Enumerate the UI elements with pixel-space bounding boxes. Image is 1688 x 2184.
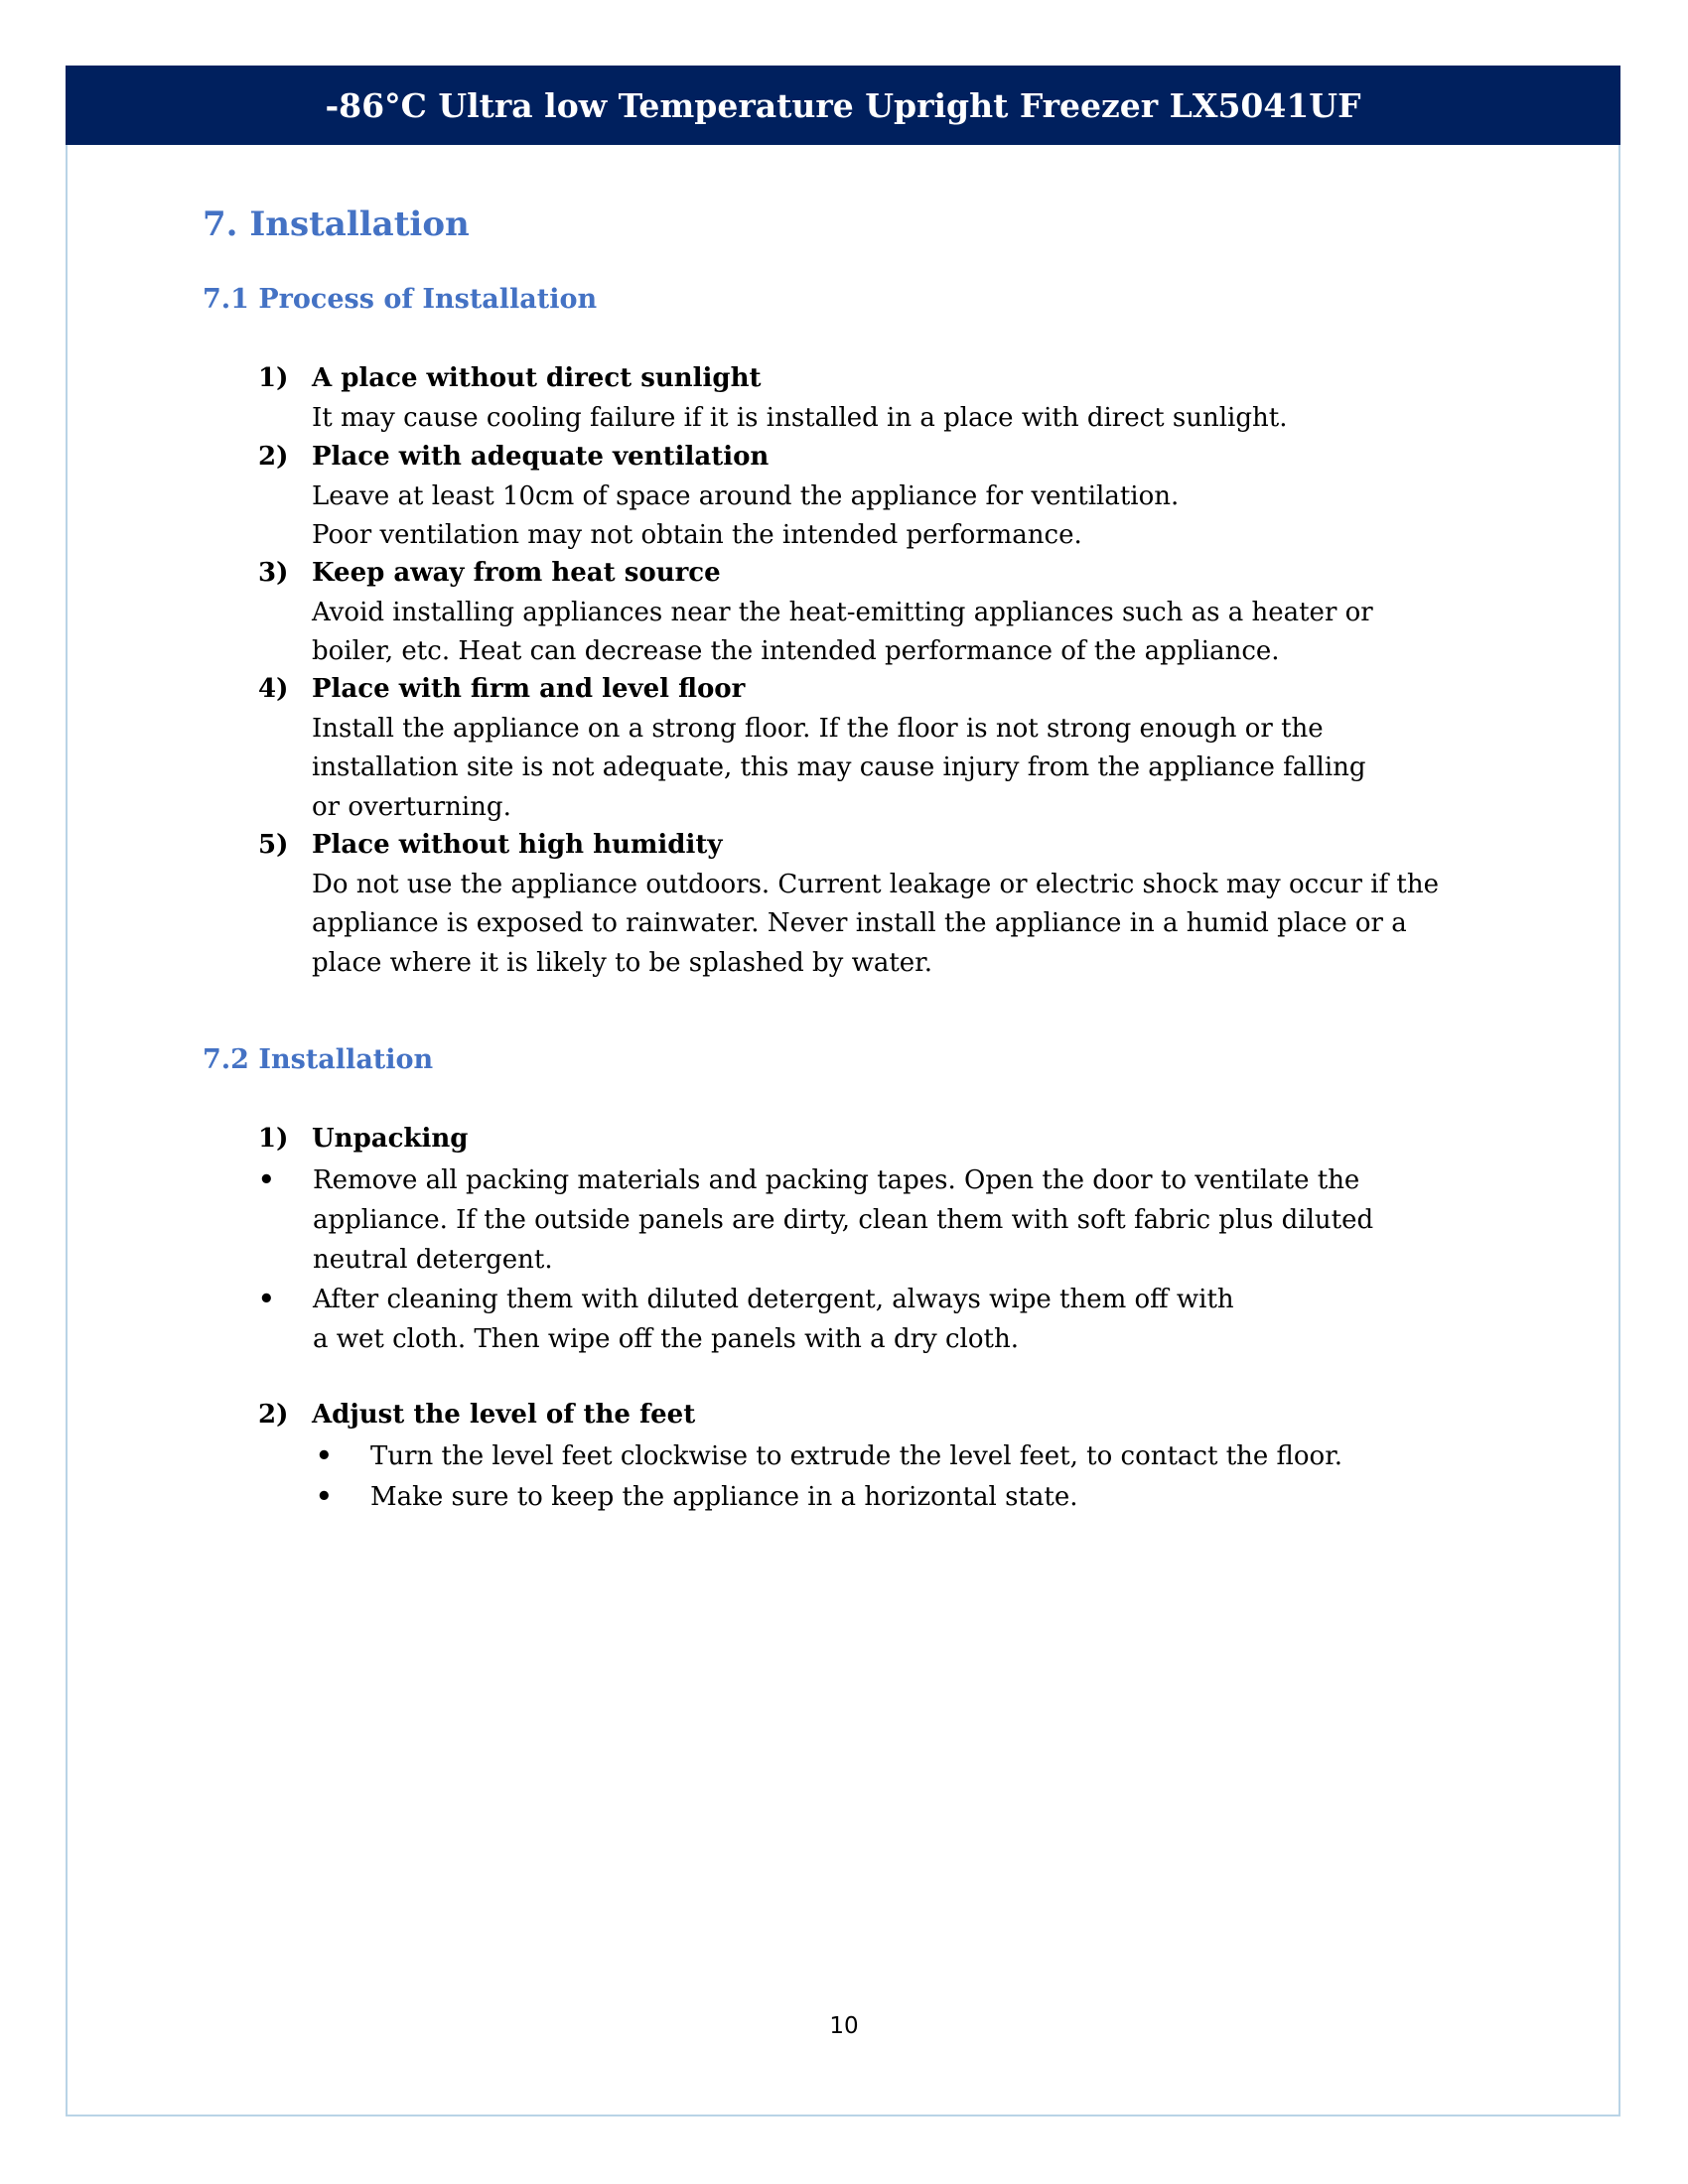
bullet-icon: • xyxy=(316,1441,333,1471)
bullet-icon: • xyxy=(316,1482,333,1512)
process-item xyxy=(258,438,1499,556)
bullet-text: Remove all packing materials and packing tapes. Open the door to ventilate the appliance. If the outside panels are dirty, clean them with soft fabric plus diluted neutral detergent. xyxy=(313,1165,1374,1275)
item-heading: Keep away from heat source xyxy=(312,558,721,588)
item-heading: Unpacking xyxy=(312,1124,469,1154)
subsection-title-process: 7.1 Process of Installation xyxy=(203,284,598,315)
document-title: -86°C Ultra low Temperature Upright Freezer LX5041UF xyxy=(325,85,1361,125)
item-number: 5) xyxy=(258,830,289,860)
bullet-text: After cleaning them with diluted detergent, always wipe them off with a wet cloth. Then wipe off the panels with a dry cloth. xyxy=(313,1285,1234,1354)
bullet-icon: • xyxy=(258,1165,275,1195)
item-text: Install the appliance on a strong floor. If the floor is not strong enough or the installation site is not adequate, this may cause injury from the appliance falling or overturning. xyxy=(312,713,1366,822)
installation-step-unpacking xyxy=(258,1120,1499,1160)
item-heading: Place without high humidity xyxy=(312,830,723,860)
subsection-title-installation: 7.2 Installation xyxy=(203,1044,434,1075)
item-text: Avoid installing appliances near the heat-emitting appliances such as a heater or boiler, etc. Heat can decrease the intended performance of the appliance. xyxy=(312,597,1373,666)
process-item xyxy=(258,554,1499,672)
item-text: Do not use the appliance outdoors. Current leakage or electric shock may occur if the appliance is exposed to rainwater. Never install the appliance in a humid place or a place where it is likely to be splashed by water. xyxy=(312,869,1439,978)
item-text: It may cause cooling failure if it is installed in a place with direct sunlight. xyxy=(312,402,1288,433)
page-number: 10 xyxy=(829,2013,859,2039)
item-number: 2) xyxy=(258,442,289,472)
item-number: 4) xyxy=(258,674,289,704)
item-number: 2) xyxy=(258,1400,289,1430)
item-heading: Place with adequate ventilation xyxy=(312,442,770,472)
bullet-text: Turn the level feet clockwise to extrude the level feet, to contact the floor. xyxy=(370,1441,1343,1471)
item-text: Leave at least 10cm of space around the appliance for ventilation. Poor ventilation may not obtain the intended performance. xyxy=(312,480,1180,550)
bullet-icon: • xyxy=(258,1285,275,1314)
installation-step-feet xyxy=(258,1396,1499,1435)
document-header-banner xyxy=(66,66,1620,145)
process-item xyxy=(258,670,1499,827)
process-item xyxy=(258,826,1499,983)
section-title: 7. Installation xyxy=(203,205,470,244)
item-heading: A place without direct sunlight xyxy=(312,363,762,393)
item-number: 1) xyxy=(258,1124,289,1154)
item-number: 1) xyxy=(258,363,289,393)
item-heading: Place with firm and level floor xyxy=(312,674,746,704)
item-number: 3) xyxy=(258,558,289,588)
item-heading: Adjust the level of the feet xyxy=(312,1400,696,1430)
process-item xyxy=(258,359,1499,438)
bullet-text: Make sure to keep the appliance in a horizontal state. xyxy=(370,1482,1078,1512)
